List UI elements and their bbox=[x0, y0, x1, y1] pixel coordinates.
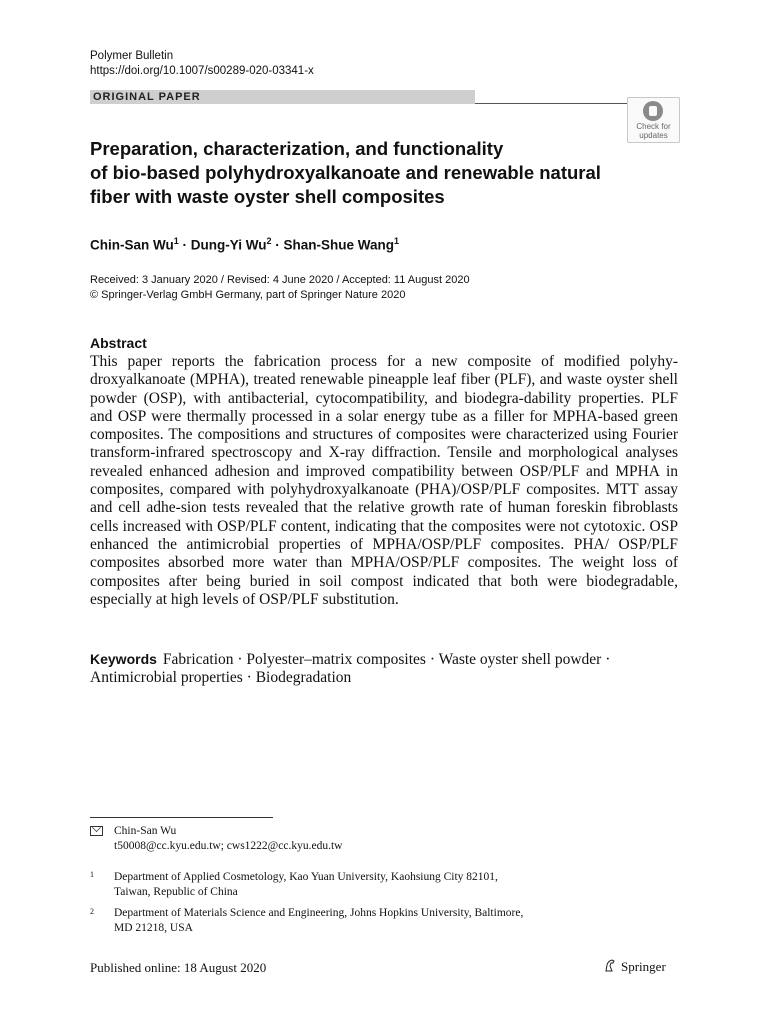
author-list bbox=[90, 233, 399, 254]
corresponding-name: Chin-San Wu bbox=[114, 825, 177, 837]
keywords-text: Fabrication · Polyester–matrix composites · Waste oyster shell powder · Antimicrobial properties · Biodegradation bbox=[90, 651, 611, 687]
check-for-updates-badge[interactable] bbox=[627, 97, 680, 143]
published-online: Published online: 18 August 2020 bbox=[90, 960, 267, 975]
affiliation-2-line-1: Department of Materials Science and Engineering, Johns Hopkins University, Baltimore, bbox=[114, 907, 524, 919]
springer-horse-icon bbox=[604, 959, 616, 972]
title-line-2: of bio-based polyhydroxyalkanoate and renewable natural bbox=[90, 162, 601, 183]
journal-header bbox=[90, 49, 314, 79]
journal-name: Polymer Bulletin bbox=[90, 50, 174, 62]
author-affiliation-mark: 2 bbox=[266, 236, 272, 246]
keywords bbox=[90, 650, 678, 688]
author-name[interactable]: Shan-Shue Wang bbox=[283, 237, 395, 253]
author-affiliation-mark: 1 bbox=[173, 236, 179, 246]
affiliation-2 bbox=[114, 906, 634, 936]
abstract-heading: Abstract bbox=[90, 335, 147, 351]
badge-line-1: Check for bbox=[636, 122, 671, 131]
check-updates-icon bbox=[643, 101, 663, 121]
affiliation-2-line-2: MD 21218, USA bbox=[114, 922, 193, 934]
author-name[interactable]: Dung-Yi Wu bbox=[190, 237, 267, 253]
author-separator: · bbox=[271, 237, 284, 253]
publisher-logo bbox=[604, 959, 666, 975]
title-line-3: fiber with waste oyster shell composites bbox=[90, 186, 445, 207]
author-name[interactable]: Chin-San Wu bbox=[90, 237, 174, 253]
corresponding-author bbox=[114, 824, 342, 854]
corresponding-email[interactable]: t50008@cc.kyu.edu.tw; cws1222@cc.kyu.edu.tw bbox=[114, 840, 343, 852]
author-affiliation-mark: 1 bbox=[394, 236, 400, 246]
article-type: ORIGINAL PAPER bbox=[93, 91, 201, 103]
copyright-line: © Springer-Verlag GmbH Germany, part of Springer Nature 2020 bbox=[90, 289, 406, 301]
affiliation-1-number: 1 bbox=[90, 870, 94, 879]
affiliation-1-line-2: Taiwan, Republic of China bbox=[114, 886, 238, 898]
publisher-name: Springer bbox=[621, 959, 666, 974]
article-type-band bbox=[90, 90, 475, 104]
footnote-rule bbox=[90, 817, 273, 818]
affiliation-2-number: 2 bbox=[90, 907, 94, 916]
keywords-label: Keywords bbox=[90, 651, 157, 667]
affiliation-1 bbox=[114, 870, 614, 900]
affiliation-1-line-1: Department of Applied Cosmetology, Kao Yuan University, Kaohsiung City 82101, bbox=[114, 871, 498, 883]
badge-line-2: updates bbox=[639, 131, 668, 140]
history-dates: Received: 3 January 2020 / Revised: 4 June 2020 / Accepted: 11 August 2020 bbox=[90, 274, 470, 286]
title-line-1: Preparation, characterization, and functionality bbox=[90, 138, 504, 159]
envelope-icon bbox=[90, 826, 103, 836]
author-separator: · bbox=[178, 237, 191, 253]
article-history bbox=[90, 273, 470, 303]
abstract-text: This paper reports the fabrication process for a new composite of modified polyhy-droxyalkanoate (MPHA), treated renewable pineapple leaf fiber (PLF), and waste oyster shell powder (OSP), with antibacterial, cytocompatibility, and biodegra-dability properties. PLF and OSP were thermally processed in a solar energy tube as a filler for MPHA-based green composites. The compositions and structures of composites were characterized using Fourier transform-infrared spectroscopy and X-ray diffraction. Tensile and morphological analyses revealed enhanced adhesion and improved compatibility between OSP/PLF and MPHA in composites, compared with polyhydroxyalkanoate (PHA)/OSP/PLF composites. MTT assay and cell adhe-sion tests revealed that the relative growth rate of human foreskin fibroblasts cells increased with OSP/PLF content, indicating that the composites were not cytotoxic. OSP enhanced the antimicrobial properties of MPHA/OSP/PLF composites. PHA/ OSP/PLF composites absorbed more water than MPHA/OSP/PLF composites. The weight loss of composites after being buried in soil compost indicated that both were biodegradable, especially at high levels of OSP/PLF substitution. bbox=[90, 353, 678, 608]
paper-title bbox=[90, 137, 630, 209]
doi-link[interactable]: https://doi.org/10.1007/s00289-020-03341-x bbox=[90, 65, 314, 77]
